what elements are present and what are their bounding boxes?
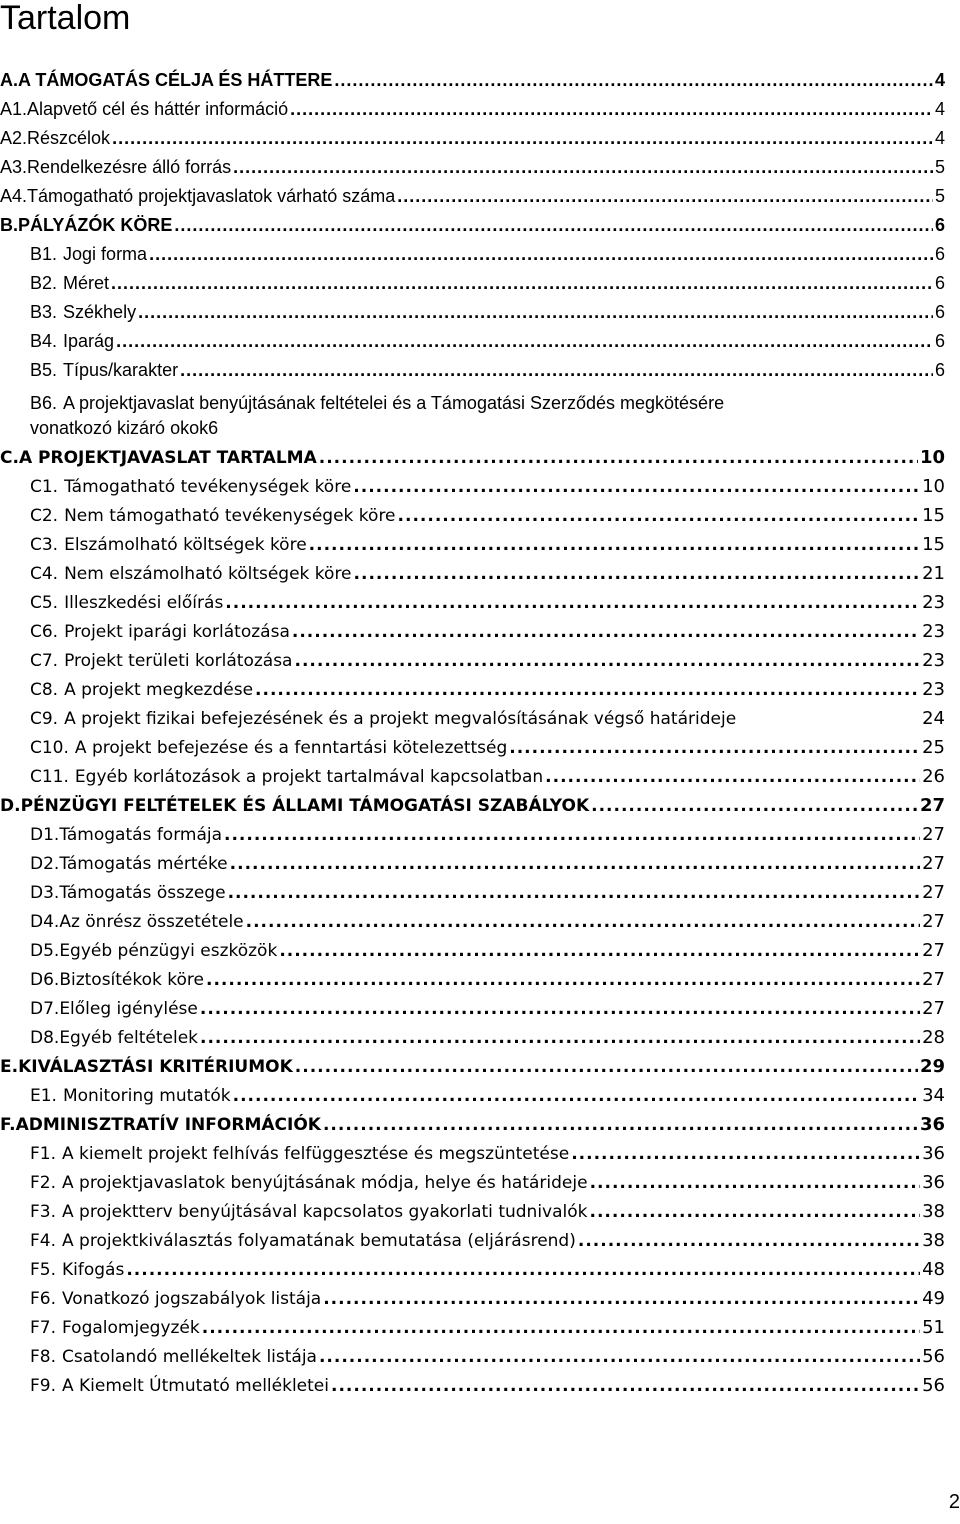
toc-entry[interactable]: [0, 534, 945, 563]
toc-entry-label: Egyéb pénzügyi eszközök: [59, 941, 278, 961]
toc-leader-dots: [180, 360, 933, 381]
toc-entry-page: 51: [922, 1317, 945, 1338]
toc-entry-number: C5.: [30, 593, 59, 613]
toc-entry-label: A projektkiválasztás folyamatának bemutatása (eljárásrend): [62, 1231, 576, 1251]
toc-entry-page: 38: [922, 1230, 945, 1251]
toc-leader-dots: [230, 854, 920, 874]
toc-entry[interactable]: [0, 795, 945, 824]
toc-entry-number: B.: [0, 215, 18, 235]
toc-leader-dots: [200, 1028, 920, 1048]
toc-leader-dots: [591, 796, 918, 816]
toc-entry[interactable]: [0, 592, 945, 621]
toc-leader-dots: [398, 506, 921, 526]
toc-entry-label: Rendelkezésre álló forrás: [27, 157, 232, 177]
toc-entry-label: Nem támogatható tevékenységek köre: [64, 506, 396, 526]
toc-entry-page: 27: [922, 911, 945, 932]
toc-leader-dots: [246, 912, 920, 932]
toc-leader-dots: [331, 1376, 920, 1396]
toc-entry-label: A PROJEKTJAVASLAT TARTALMA: [18, 448, 317, 468]
toc-entry-label: Alapvető cél és háttér információ: [27, 99, 289, 119]
toc-entry-label: Iparág: [63, 331, 115, 351]
toc-entry-label: Egyéb korlátozások a projekt tartalmával kapcsolatban: [74, 767, 544, 787]
toc-entry-number: D3.: [30, 883, 60, 903]
toc-leader-dots: [590, 1202, 921, 1222]
toc-leader-dots: [228, 883, 921, 903]
toc-entry[interactable]: [0, 621, 945, 650]
toc-entry-number: F4.: [30, 1231, 56, 1251]
toc-entry-label: Előleg igénylése: [59, 999, 198, 1019]
toc-entry-number: A.: [0, 70, 18, 90]
toc-entry-page: 38: [922, 1201, 945, 1222]
toc-entry[interactable]: [0, 331, 945, 360]
toc-entry-number: A2.: [0, 128, 28, 148]
toc-entry[interactable]: [0, 1317, 945, 1346]
toc-entry-label: Típus/karakter: [63, 360, 179, 380]
toc-entry-page: 24: [922, 708, 945, 729]
toc-entry-label: A TÁMOGATÁS CÉLJA ÉS HÁTTERE: [18, 70, 333, 90]
page-number: 2: [948, 1491, 960, 1513]
toc-entry-page: 27: [919, 795, 945, 816]
toc-entry-page: 5: [934, 186, 945, 206]
toc-entry-page: 36: [922, 1172, 945, 1193]
toc-entry-page: 26: [922, 766, 945, 787]
toc-entry[interactable]: [0, 563, 945, 592]
toc-entry-label: Támogatás mértéke: [59, 854, 228, 874]
page-title: Tartalom: [0, 0, 131, 37]
toc-entry-number: C1.: [30, 477, 59, 497]
toc-entry-number: C11.: [30, 767, 69, 787]
toc-entry[interactable]: [0, 128, 945, 157]
toc-entry-label: A projektterv benyújtásával kapcsolatos gyakorlati tudnivalók: [62, 1202, 588, 1222]
toc-entry-label: A Kiemelt Útmutató mellékletei: [62, 1376, 329, 1396]
toc-entry-page: 27: [922, 969, 945, 990]
toc-entry[interactable]: [0, 650, 945, 679]
toc-entry-number: E.: [0, 1057, 19, 1077]
toc-leader-dots: [206, 970, 920, 990]
toc-entry-number: B5.: [30, 360, 58, 380]
toc-entry-page: 56: [922, 1346, 945, 1367]
toc-entry-number: F9.: [30, 1376, 56, 1396]
toc-entry-label: ADMINISZTRATÍV INFORMÁCIÓK: [15, 1115, 321, 1135]
toc-entry-number: C3.: [30, 535, 59, 555]
toc-entry[interactable]: [0, 476, 945, 505]
toc-leader-dots: [174, 215, 933, 236]
toc-entry-number: C8.: [30, 680, 59, 700]
toc-entry-label: Részcélok: [27, 128, 111, 148]
toc-entry-page: 48: [922, 1259, 945, 1280]
toc-leader-dots: [319, 448, 918, 468]
toc-entry-label: Egyéb feltételek: [59, 1028, 199, 1048]
toc-entry-label: Az önrész összetétele: [59, 912, 244, 932]
toc-entry-number: F8.: [30, 1347, 56, 1367]
toc-entry[interactable]: [0, 824, 945, 853]
toc-leader-dots: [509, 738, 920, 758]
toc-leader-dots: [111, 273, 933, 294]
toc-entry-number: C6.: [30, 622, 59, 642]
toc-entry-label: A projektjavaslatok benyújtásának módja, helye és határideje: [62, 1173, 588, 1193]
toc-entry-label: A projektjavaslat benyújtásának feltételei és a Támogatási Szerződés megkötésére: [63, 393, 725, 413]
toc-entry-page: 6: [208, 418, 219, 438]
toc-entry-label: KIVÁLASZTÁSI KRITÉRIUMOK: [18, 1057, 293, 1077]
toc-leader-dots: [354, 564, 921, 584]
toc-entry-label: Nem elszámolható költségek köre: [64, 564, 352, 584]
toc-entry[interactable]: [0, 389, 945, 447]
toc-entry[interactable]: [0, 1143, 945, 1172]
toc-entry-page: 5: [934, 157, 945, 177]
toc-entry-number: A1.: [0, 99, 28, 119]
toc-leader-dots: [323, 1289, 920, 1309]
toc-entry-label: Támogatás összege: [59, 883, 226, 903]
toc-entry[interactable]: [0, 708, 945, 737]
toc-entry-label: A kiemelt projekt felhívás felfüggesztése és megszüntetése: [62, 1144, 570, 1164]
toc-entry-page: 4: [934, 99, 945, 119]
toc-entry[interactable]: [0, 737, 945, 766]
toc-entry-number: F7.: [30, 1318, 56, 1338]
toc-leader-dots: [138, 302, 933, 323]
toc-entry[interactable]: [0, 1201, 945, 1230]
toc-entry-number: D4.: [30, 912, 60, 932]
toc-entry-page: 6: [934, 360, 945, 380]
toc-entry-label: Csatolandó mellékeltek listája: [62, 1347, 317, 1367]
toc-entry-page: 21: [922, 563, 945, 584]
toc-entry-number: C9.: [30, 709, 59, 729]
toc-leader-dots: [224, 825, 920, 845]
toc-leader-dots: [225, 593, 920, 613]
toc-leader-dots: [279, 941, 920, 961]
toc-entry-number: B6.: [30, 393, 58, 413]
toc-entry-label: A projekt fizikai befejezésének és a projekt megvalósításának végső határideje: [64, 709, 737, 729]
toc-entry-label: Jogi forma: [63, 244, 148, 264]
toc-entry-number: D7.: [30, 999, 60, 1019]
toc-entry-number: D1.: [30, 825, 60, 845]
toc-leader-dots: [397, 186, 933, 207]
toc-entry-page: 36: [919, 1114, 945, 1135]
toc-entry-page: 23: [922, 679, 945, 700]
toc-entry[interactable]: [0, 882, 945, 911]
toc-entry-page: 36: [922, 1143, 945, 1164]
toc-entry[interactable]: [0, 766, 945, 795]
toc-entry-page: 6: [934, 331, 945, 351]
toc-entry-label: Projekt iparági korlátozása: [64, 622, 290, 642]
toc-entry[interactable]: [0, 302, 945, 331]
toc-entry[interactable]: [0, 1085, 945, 1114]
toc-entry-label: Támogatható projektjavaslatok várható száma: [27, 186, 396, 206]
toc-entry-number: F1.: [30, 1144, 56, 1164]
toc-entry-number: D8.: [30, 1028, 60, 1048]
toc-entry-number: F5.: [30, 1260, 56, 1280]
toc-leader-dots: [126, 1260, 920, 1280]
toc-entry-number: E1.: [30, 1086, 57, 1106]
toc-entry-page: 6: [934, 244, 945, 264]
toc-entry[interactable]: [0, 1172, 945, 1201]
toc-entry[interactable]: [0, 853, 945, 882]
toc-entry-label: Vonatkozó jogszabályok listája: [62, 1289, 322, 1309]
toc-entry-number: B2.: [30, 273, 58, 293]
toc-entry[interactable]: [0, 1027, 945, 1056]
toc-entry-label: A projekt befejezése és a fenntartási kötelezettség: [74, 738, 508, 758]
toc-leader-dots: [590, 1173, 921, 1193]
toc-entry[interactable]: [0, 1375, 945, 1404]
toc-entry-number: D6.: [30, 970, 60, 990]
toc-entry-number: C7.: [30, 651, 59, 671]
toc-entry-page: 27: [922, 824, 945, 845]
toc-entry-number: B3.: [30, 302, 58, 322]
toc-entry[interactable]: [0, 215, 945, 244]
toc-entry-number: C2.: [30, 506, 59, 526]
toc-leader-dots: [112, 128, 933, 149]
toc-entry-page: 15: [922, 505, 945, 526]
toc-entry-label: Támogatás formája: [59, 825, 223, 845]
toc-entry[interactable]: [0, 244, 945, 273]
toc-entry-number: D.: [0, 796, 21, 816]
toc-entry-page: 6: [934, 302, 945, 322]
toc-entry[interactable]: [0, 998, 945, 1027]
toc-entry-page: 23: [922, 621, 945, 642]
toc-entry-label: Székhely: [63, 302, 137, 322]
toc-entry-page: 10: [919, 447, 945, 468]
toc-entry-label: Elszámolható költségek köre: [64, 535, 307, 555]
toc-leader-dots: [233, 157, 933, 178]
toc-entry[interactable]: [0, 273, 945, 302]
toc-entry-label: Kifogás: [62, 1260, 125, 1280]
toc-entry-number: F.: [0, 1115, 16, 1135]
toc-leader-dots: [116, 331, 933, 352]
toc-leader-dots: [290, 99, 933, 120]
toc-entry-page: 15: [922, 534, 945, 555]
toc-entry[interactable]: [0, 1259, 945, 1288]
toc-entry[interactable]: [0, 1056, 945, 1085]
toc-leader-dots: [334, 70, 933, 91]
toc-entry-label: PÁLYÁZÓK KÖRE: [18, 215, 173, 235]
toc-leader-dots: [353, 477, 920, 497]
toc-entry-label: A projekt megkezdése: [64, 680, 254, 700]
toc-leader-dots: [578, 1231, 920, 1251]
toc-leader-dots: [200, 999, 920, 1019]
toc-entry-label: PÉNZÜGYI FELTÉTELEK ÉS ÁLLAMI TÁMOGATÁSI SZABÁLYOK: [20, 796, 590, 816]
toc-entry-page: 29: [919, 1056, 945, 1077]
toc-entry-page: 23: [922, 650, 945, 671]
toc-entry-label: Biztosítékok köre: [59, 970, 204, 990]
toc-leader-dots: [294, 651, 920, 671]
toc-entry-label: Támogatható tevékenységek köre: [64, 477, 352, 497]
toc-entry-label: Monitoring mutatók: [62, 1086, 231, 1106]
toc-entry-number: B4.: [30, 331, 58, 351]
toc-entry-page: 56: [922, 1375, 945, 1396]
toc-leader-dots: [319, 1347, 920, 1367]
toc-entry-number: A4.: [0, 186, 28, 206]
toc-entry-number: F3.: [30, 1202, 56, 1222]
toc-entry[interactable]: [0, 99, 945, 128]
toc-entry-number: D5.: [30, 941, 60, 961]
toc-entry-label-continued: vonatkozó kizáró okok: [30, 418, 209, 438]
toc-leader-dots: [295, 1057, 918, 1077]
toc-leader-dots: [292, 622, 920, 642]
toc-entry[interactable]: [0, 186, 945, 215]
toc-entry-page: 6: [934, 215, 945, 235]
toc-entry-number: C4.: [30, 564, 59, 584]
toc-entry-label: Illeszkedési előírás: [64, 593, 224, 613]
toc-entry-number: C.: [0, 448, 19, 468]
toc-entry-page: 23: [922, 592, 945, 613]
toc-entry[interactable]: [0, 679, 945, 708]
toc-entry-page: 6: [934, 273, 945, 293]
toc-entry[interactable]: [0, 505, 945, 534]
toc-entry[interactable]: [0, 1288, 945, 1317]
toc-entry-page: 4: [934, 70, 945, 90]
toc-entry-page: 27: [922, 998, 945, 1019]
toc-entry-page: 27: [922, 853, 945, 874]
toc-leader-dots: [202, 1318, 920, 1338]
toc-entry-number: B1.: [30, 244, 58, 264]
toc-entry-page: 49: [922, 1288, 945, 1309]
toc-leader-dots: [255, 680, 920, 700]
toc-entry-number: F2.: [30, 1173, 56, 1193]
toc-entry-page: 27: [922, 882, 945, 903]
toc-leader-dots: [545, 767, 920, 787]
toc-entry-page: 28: [922, 1027, 945, 1048]
toc-entry[interactable]: [0, 360, 945, 389]
toc-entry[interactable]: [0, 1230, 945, 1259]
toc-entry[interactable]: [0, 911, 945, 940]
toc-entry-label: Projekt területi korlátozása: [64, 651, 293, 671]
toc-entry[interactable]: [0, 940, 945, 969]
toc-entry-page: 4: [934, 128, 945, 148]
toc-entry[interactable]: [0, 1346, 945, 1375]
toc-entry-label: Fogalomjegyzék: [62, 1318, 200, 1338]
toc-entry-page: 10: [922, 476, 945, 497]
toc-entry-number: C10.: [30, 738, 69, 758]
toc-entry-page: 27: [922, 940, 945, 961]
toc-entry[interactable]: [0, 157, 945, 186]
toc-entry-label: Méret: [63, 273, 110, 293]
toc-entry-number: A3.: [0, 157, 28, 177]
toc-entry-number: F6.: [30, 1289, 56, 1309]
toc-leader-dots: [323, 1115, 918, 1135]
toc-entry-page: 34: [922, 1085, 945, 1106]
toc-leader-dots: [233, 1086, 920, 1106]
toc-entry-number: D2.: [30, 854, 60, 874]
toc-entry[interactable]: [0, 969, 945, 998]
toc-entry[interactable]: [0, 1114, 945, 1143]
toc-leader-dots: [571, 1144, 920, 1164]
toc-entry[interactable]: [0, 70, 945, 99]
toc-leader-dots: [149, 244, 933, 265]
toc-entry-page: 25: [922, 737, 945, 758]
table-of-contents: [0, 70, 945, 1404]
toc-leader-dots: [309, 535, 920, 555]
toc-entry[interactable]: [0, 447, 945, 476]
